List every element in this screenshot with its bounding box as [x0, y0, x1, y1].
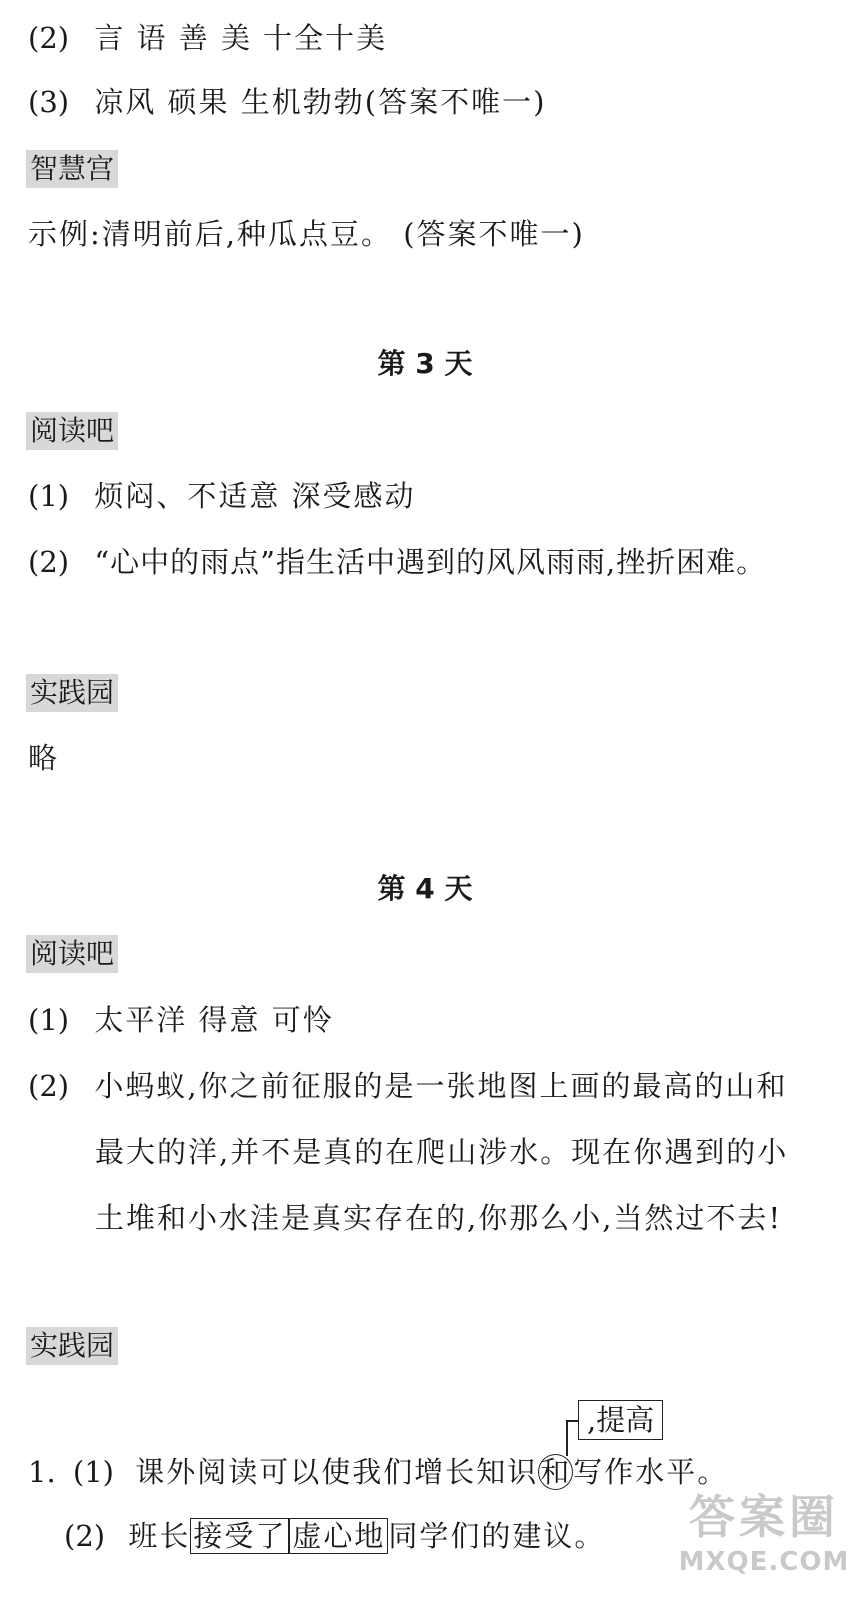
section-heading-practice: 实践园: [26, 674, 118, 712]
answer-number: (1): [28, 1003, 70, 1037]
answer-number: (2): [28, 545, 70, 579]
answer-continuation: 土堆和小水洼是真实存在的,你那么小,当然过不去!: [95, 1201, 783, 1235]
answer-line: [28, 1000, 334, 1040]
practice-answer: 略: [28, 741, 60, 775]
section-heading-zhihuigong: 智慧宫: [26, 150, 118, 188]
section-heading-practice: 实践园: [26, 1327, 118, 1365]
answer-number: (2): [28, 21, 70, 55]
answer-line: [28, 476, 416, 516]
insert-mark-line: [566, 1420, 568, 1456]
answer-line-2: [28, 18, 387, 58]
answer-text: 太平洋 得意 可怜: [94, 1003, 334, 1037]
day-3-title: 第 3 天: [377, 347, 473, 380]
watermark-logo: [676, 1488, 852, 1596]
answer-text: “心中的雨点”指生活中遇到的风风雨雨,挫折困难。: [94, 545, 767, 579]
example-text: 示例:清明前后,种瓜点豆。 (答案不唯一): [28, 217, 585, 251]
day-4-title: 第 4 天: [377, 872, 473, 905]
answer-line: [28, 1066, 788, 1106]
boxed-word: 虚心地: [289, 1518, 388, 1554]
correction-sentence-1: [28, 1452, 728, 1492]
answer-line: [28, 542, 766, 582]
section-heading-reading: 阅读吧: [26, 935, 118, 973]
answer-number: (2): [28, 1069, 70, 1103]
section-heading-reading: 阅读吧: [26, 412, 118, 450]
sentence-part: 课外阅读可以使我们增长知识: [135, 1455, 539, 1489]
sentence-part: 班长: [128, 1519, 191, 1553]
answer-text: 烦闷、不适意 深受感动: [94, 479, 416, 513]
answer-number: (1): [28, 479, 70, 513]
answer-text: 言 语 善 美 十全十美: [94, 21, 388, 55]
sentence-part: 同学们的建议。: [388, 1519, 606, 1553]
circled-word: 和: [540, 1455, 572, 1489]
answer-line-3: [28, 82, 546, 122]
boxed-word: 接受了: [190, 1518, 289, 1554]
sub-question-number: (1): [72, 1455, 114, 1489]
answer-text: 凉风 硕果 生机勃勃(答案不唯一): [94, 85, 547, 119]
answer-number: (3): [28, 85, 70, 119]
watermark-url: MXQE.COM: [678, 1547, 850, 1577]
answer-text: 小蚂蚁,你之前征服的是一张地图上画的最高的山和: [94, 1069, 788, 1103]
sub-question-number: (2): [64, 1519, 106, 1553]
sentence-part: 写作水平。: [573, 1455, 729, 1489]
question-number: 1.: [28, 1455, 56, 1489]
inserted-text-box: ,提高: [578, 1400, 663, 1440]
correction-sentence-2: [64, 1516, 605, 1556]
answer-continuation: 最大的洋,并不是真的在爬山涉水。现在你遇到的小: [95, 1135, 789, 1169]
watermark-top-text: 答案圈: [689, 1490, 839, 1544]
insert-mark-hook: [566, 1420, 579, 1422]
